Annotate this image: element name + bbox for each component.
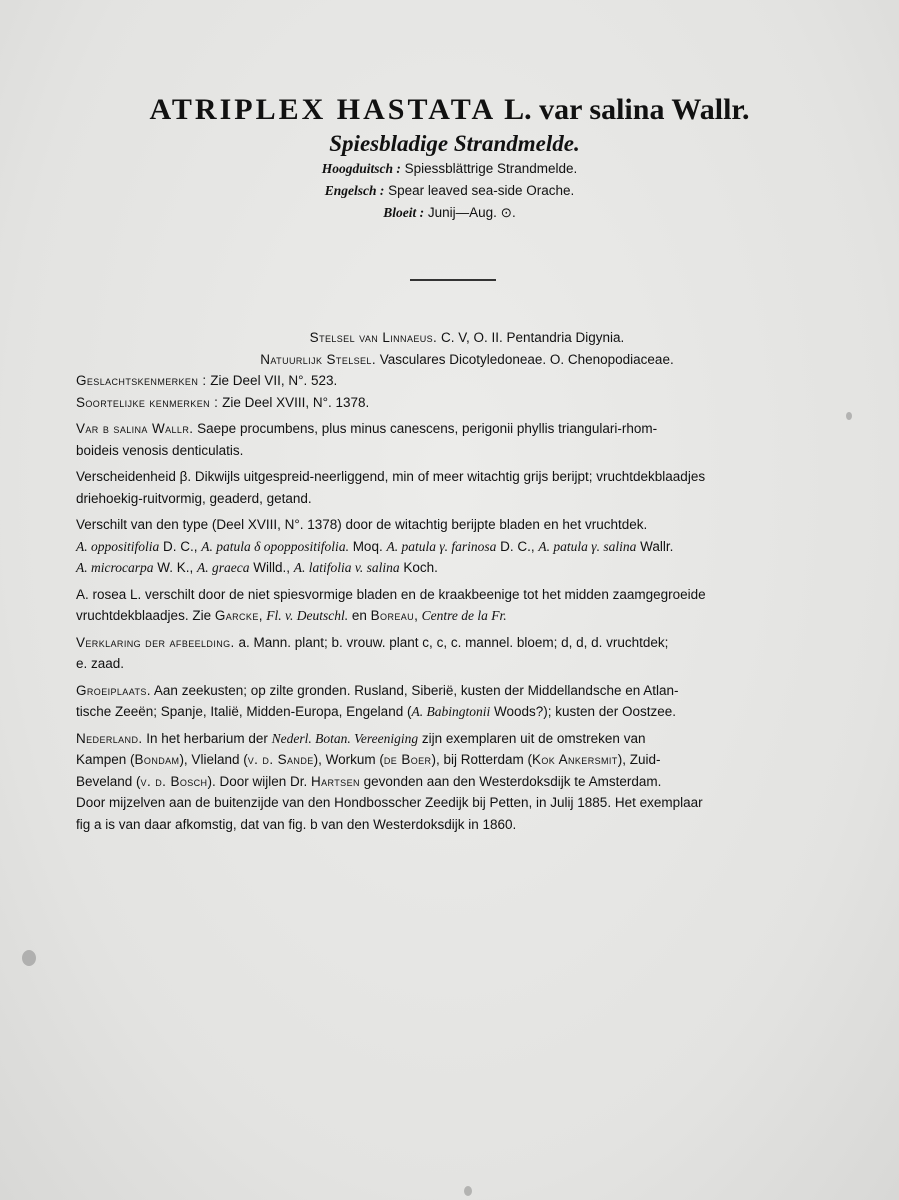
genus-text: Zie Deel VII, N°. 523.	[210, 373, 338, 388]
verscheidenheid-paragraph	[76, 466, 842, 509]
netherlands-label: Nederland.	[76, 730, 143, 746]
species-label: Soortelijke kenmerken :	[76, 394, 219, 410]
genus-label: Geslachtskenmerken :	[76, 373, 207, 388]
nl-text-3a: Beveland (	[76, 773, 141, 789]
habitat-line-1	[76, 680, 842, 702]
habitat-text-2c: Woods?); kusten der Oostzee.	[490, 704, 677, 719]
habitat-line-2	[76, 701, 842, 723]
dutch-name: Spiesbladige Strandmelde.	[329, 131, 580, 156]
genus-characteristics	[76, 370, 842, 392]
flowering-row	[0, 202, 899, 224]
rosea-text: vruchtdekblaadjes. Zie	[76, 608, 215, 623]
german-value: Spiessblättrige Strandmelde.	[404, 161, 578, 176]
nl-text-2a: Kampen (	[76, 752, 135, 767]
explanation-text: a. Mann. plant; b. vrouw. plant c, c, c. mannel. bloem; d, d, d. vruchtdek;	[238, 634, 669, 650]
variety-line-2: boideis venosis denticulatis.	[76, 442, 244, 458]
verschilt-line-2	[76, 536, 842, 558]
natural-label: Natuurlijk Stelsel.	[260, 351, 376, 367]
description-body	[76, 327, 842, 840]
nl-text-3c: ). Door wijlen Dr.	[207, 773, 311, 789]
variety-label: Var β salina Wallr.	[76, 421, 194, 436]
rosea-and: en	[348, 608, 371, 623]
linnaeus-system	[76, 327, 842, 349]
flowering-value: Junij—Aug. ⊙.	[427, 205, 516, 220]
rosea-comma: ,	[414, 608, 422, 623]
nl-text-2c: ), Vlieland (	[179, 752, 248, 767]
title-authority: L. var salina Wallr.	[504, 93, 750, 126]
nl-text-3e: gevonden aan den Westerdoksdijk te Amsterdam.	[359, 773, 662, 789]
habitat-species: A. Babingtonii	[411, 704, 491, 719]
english-value: Spear leaved sea-side Orache.	[388, 183, 575, 198]
english-label: Engelsch :	[324, 183, 385, 198]
natural-system	[76, 349, 842, 371]
explanation-line-1	[76, 632, 842, 654]
synonym-7: A. latifolia v. salina	[293, 560, 400, 575]
verschilt-line-1: Verschilt van den type (Deel XVIII, N°. 1378) door de witachtig berijpte bladen en het vruchtdek.	[76, 517, 648, 532]
natural-text: Vasculares Dicotyledoneae. O. Chenopodiaceae.	[379, 351, 674, 367]
english-name-row	[0, 180, 899, 202]
habitat-text: Aan zeekusten; op zilte gronden. Rusland, Siberië, kusten der Middellandsche en Atlan-	[153, 682, 679, 698]
netherlands-paragraph	[76, 728, 842, 836]
synonym-5-auth: W. K.,	[153, 560, 198, 575]
nl-text-2e: ), Workum (	[313, 752, 384, 767]
synonym-5: A. microcarpa	[76, 560, 154, 575]
nl-text-2g: ), bij Rotterdam (	[431, 752, 532, 767]
reference-boreau: Boreau	[370, 608, 415, 623]
nl-text-1c: zijn exemplaren uit de omstreken van	[418, 730, 646, 746]
collector-ankersmit: Kok Ankersmit	[531, 752, 618, 767]
explanation-line-2: e. zaad.	[76, 656, 125, 671]
german-name-row	[0, 158, 899, 180]
netherlands-line-2	[76, 749, 842, 771]
netherlands-line-3	[76, 771, 842, 793]
collector-sande: v. d. Sande	[247, 752, 314, 767]
german-label: Hoogduitsch :	[321, 161, 401, 176]
reference-garcke: Garcke,	[214, 608, 263, 623]
species-text: Zie Deel XVIII, N°. 1378.	[222, 394, 370, 410]
page-title	[0, 92, 899, 128]
synonym-6: A. graeca	[197, 560, 250, 575]
variety-text-1: Saepe procumbens, plus minus canescens, perigonii phyllis triangulari-rhom-	[197, 421, 658, 436]
divider-rule	[410, 279, 496, 281]
nl-society: Nederl. Botan. Vereeniging	[271, 730, 419, 746]
nl-text-2i: ), Zuid-	[617, 752, 661, 767]
linnaeus-text: C. V, O. II. Pentandria Digynia.	[440, 330, 625, 345]
netherlands-line-5: fig a is van daar afkomstig, dat van fig. b van den Westerdoksdijk in 1860.	[76, 816, 517, 832]
header-block	[0, 92, 899, 224]
reference-boreau-title: Centre de la Fr.	[421, 608, 507, 623]
species-characteristics	[76, 392, 842, 414]
explanation-label: Verklaring der afbeelding.	[76, 634, 235, 650]
variety-paragraph	[76, 418, 842, 461]
variety-line-1	[76, 418, 842, 440]
title-species: ATRIPLEX HASTATA	[149, 93, 497, 126]
paper-spot	[846, 412, 852, 420]
synonym-6-auth: Willd.,	[249, 560, 294, 575]
synonym-7-auth: Koch.	[399, 560, 438, 575]
synonym-3: A. patula γ. farinosa	[386, 538, 497, 554]
collector-hartsen: Hartsen	[311, 773, 360, 789]
rosea-line-2	[76, 605, 842, 627]
paper-spot	[464, 1186, 472, 1196]
verschilt-paragraph	[76, 514, 842, 579]
explanation-paragraph	[76, 632, 842, 675]
rosea-line-1: A. rosea L. verschilt door de niet spiesvormige bladen en de kraakbeenige tot het midden zaamgegroeide	[76, 586, 706, 602]
synonym-2: A. patula δ opoppositifolia.	[201, 538, 349, 554]
verscheidenheid-line-1: Verscheidenheid β. Dikwijls uitgespreid-neerliggend, min of meer witachtig grijs berijpt; vruchtdekblaadjes	[76, 469, 706, 484]
nl-text-1a: In het herbarium der	[146, 730, 272, 746]
netherlands-line-4: Door mijzelven aan de buitenzijde van den Hondbosscher Zeedijk bij Petten, in Julij 1885. Het exemplaar	[76, 795, 703, 810]
synonym-2-auth: Moq.	[348, 538, 387, 554]
synonym-1-auth: D. C.,	[159, 538, 202, 554]
rosea-paragraph	[76, 584, 842, 627]
synonym-4: A. patula γ. salina	[538, 538, 637, 554]
collector-bondam: Bondam	[134, 752, 180, 767]
linnaeus-label: Stelsel van Linnaeus.	[309, 330, 438, 345]
netherlands-line-1	[76, 728, 842, 750]
verscheidenheid-line-2: driehoekig-ruitvormig, geaderd, getand.	[76, 490, 312, 506]
collector-bosch: v. d. Bosch	[140, 773, 208, 789]
collector-boer: de Boer	[383, 752, 432, 767]
reference-garcke-title: Fl. v. Deutschl.	[262, 608, 349, 623]
habitat-label: Groeiplaats.	[76, 682, 151, 698]
synonym-1: A. oppositifolia	[76, 538, 160, 554]
synonym-4-auth: Wallr.	[636, 538, 674, 554]
synonym-3-auth: D. C.,	[496, 538, 539, 554]
habitat-text-2a: tische Zeeën; Spanje, Italië, Midden-Europa, Engeland (	[76, 704, 412, 719]
verschilt-line-3	[76, 557, 842, 579]
paper-spot	[22, 950, 36, 966]
habitat-paragraph	[76, 680, 842, 723]
flowering-label: Bloeit :	[383, 205, 425, 220]
